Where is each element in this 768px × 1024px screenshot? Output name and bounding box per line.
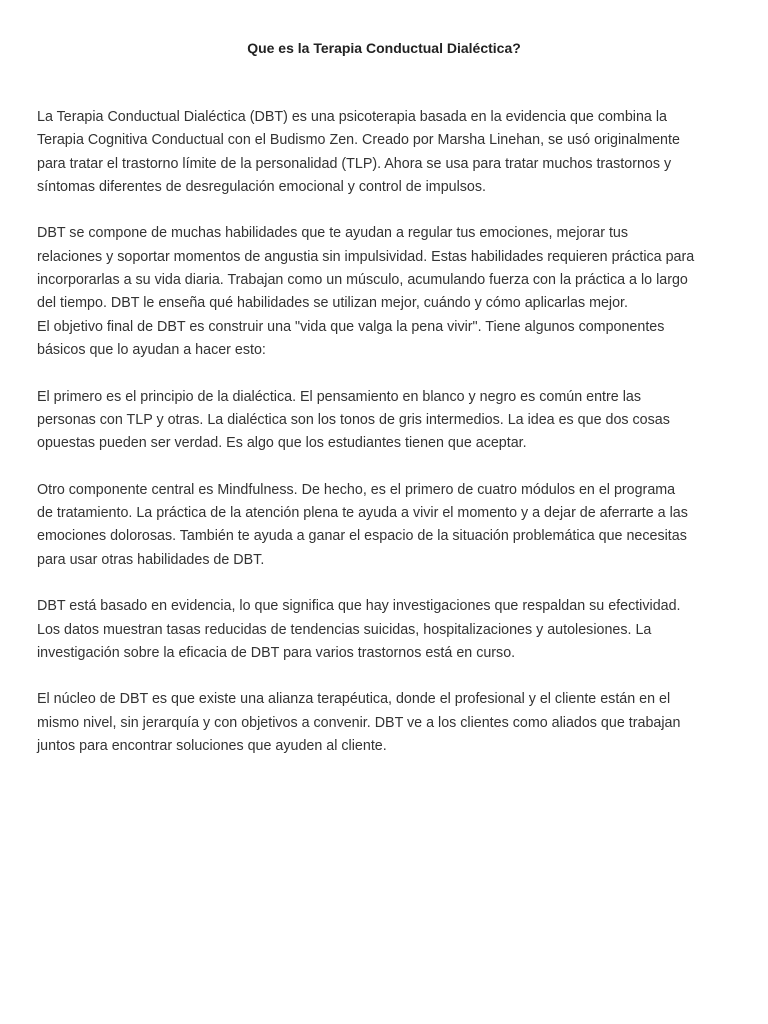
text-line: La Terapia Conductual Dialéctica (DBT) es una psicoterapia basada en la evidencia que combina la: [37, 109, 667, 125]
text-line: para tratar el trastorno límite de la personalidad (TLP). Ahora se usa para tratar muchos trastornos y: [37, 155, 672, 172]
paragraph-skills: [37, 222, 737, 315]
paragraph-dialectics: [37, 386, 737, 456]
text-line: del tiempo. DBT le enseña qué habilidades se utilizan mejor, cuándo y cómo aplicarlas mejor.: [37, 295, 629, 312]
text-line: personas con TLP y otras. La dialéctica son los tonos de gris intermedios. La idea es que dos cosas: [37, 411, 670, 428]
paragraph-mindfulness: [37, 479, 737, 572]
document-body: [37, 106, 737, 758]
paragraph-goal: [37, 316, 737, 363]
text-line: de tratamiento. La práctica de la atención plena te ayuda a vivir el momento y a dejar de aferrarte a las: [37, 505, 688, 522]
paragraph-intro: [37, 106, 737, 199]
text-line: incorporarlas a su vida diaria. Trabajan como un músculo, acumulando fuerza con la práctica a lo largo: [37, 272, 688, 289]
text-line: síntomas diferentes de desregulación emocional y control de impulsos.: [37, 178, 487, 195]
text-line: relaciones y soportar momentos de angustia sin impulsividad. Estas habilidades requieren práctica para: [37, 248, 695, 265]
text-line: mismo nivel, sin jerarquía y con objetivos a convenir. DBT ve a los clientes como aliados que trabajan: [37, 714, 681, 731]
text-line: Otro componente central es Mindfulness. De hecho, es el primero de cuatro módulos en el programa: [37, 481, 676, 498]
document-title: Que es la Terapia Conductual Dialéctica?: [247, 40, 521, 56]
text-line: básicos que lo ayudan a hacer esto:: [37, 341, 266, 358]
text-line: opuestas pueden ser verdad. Es algo que los estudiantes tienen que aceptar.: [37, 435, 527, 452]
text-line: investigación sobre la eficacia de DBT para varios trastornos está en curso.: [37, 644, 516, 661]
text-line: El primero es el principio de la dialéctica. El pensamiento en blanco y negro es común entre las: [37, 388, 641, 405]
text-line: DBT se compone de muchas habilidades que te ayudan a regular tus emociones, mejorar tus: [37, 225, 629, 242]
text-line: para usar otras habilidades de DBT.: [37, 551, 265, 568]
text-line: emociones dolorosas. También te ayuda a ganar el espacio de la situación problemática que necesitas: [37, 528, 687, 545]
text-line: El núcleo de DBT es que existe una alianza terapéutica, donde el profesional y el cliente están en el: [37, 691, 671, 708]
text-line: Los datos muestran tasas reducidas de tendencias suicidas, hospitalizaciones y autolesiones. La: [37, 621, 652, 638]
paragraph-alliance: [37, 688, 737, 758]
text-line: DBT está basado en evidencia, lo que significa que hay investigaciones que respaldan su efectividad.: [37, 598, 681, 615]
text-line: juntos para encontrar soluciones que ayuden al cliente.: [37, 738, 387, 755]
paragraph-evidence: [37, 595, 737, 665]
text-line: Terapia Cognitiva Conductual con el Budismo Zen. Creado por Marsha Linehan, se usó originalmente: [37, 132, 680, 149]
text-line: El objetivo final de DBT es construir una "vida que valga la pena vivir". Tiene algunos componentes: [37, 318, 665, 335]
